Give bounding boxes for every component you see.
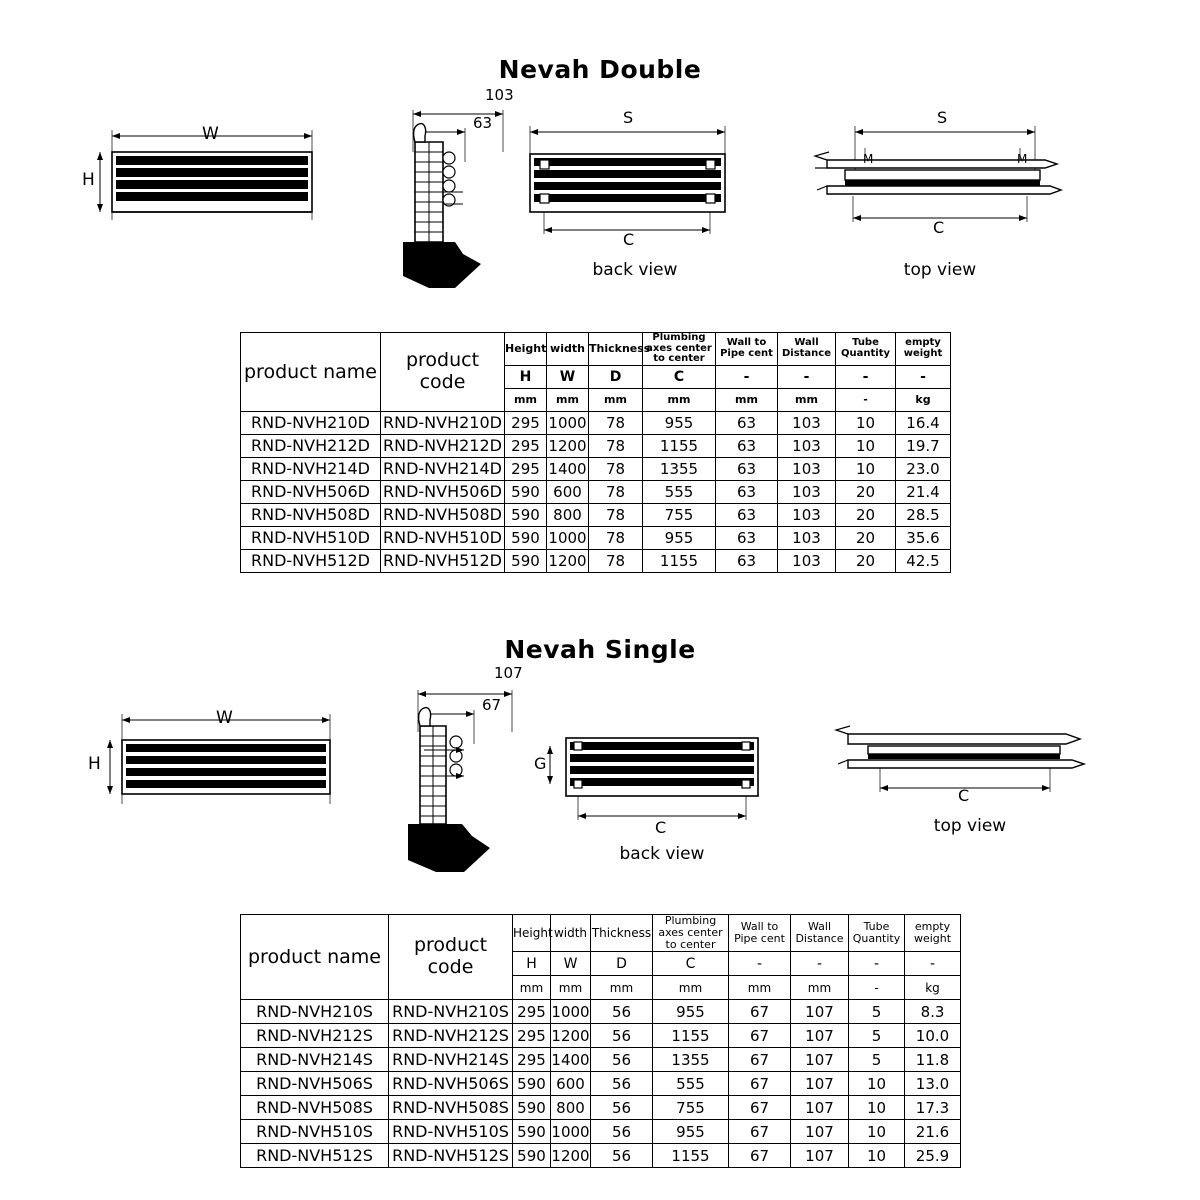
th-wall-distance: Wall Distance <box>791 915 849 952</box>
front-height-label-single: H <box>88 754 101 774</box>
cell-height: 295 <box>513 1000 551 1024</box>
cell-thickness: 56 <box>591 1000 653 1024</box>
cell-c: 955 <box>643 526 716 549</box>
cell-height: 590 <box>513 1120 551 1144</box>
cell-product-name: RND-NVH210S <box>241 1000 389 1024</box>
cell-product-name: RND-NVH510S <box>241 1120 389 1144</box>
cell-wall-distance: 107 <box>791 1024 849 1048</box>
top-dim-m-right-double: M <box>1017 152 1028 166</box>
th-unit-tubes: - <box>849 976 905 1000</box>
cell-tube-quantity: 10 <box>849 1096 905 1120</box>
cell-c: 955 <box>653 1000 729 1024</box>
table-row <box>241 480 951 503</box>
cell-product-code: RND-NVH214S <box>389 1048 513 1072</box>
th-unit-wallpipe: mm <box>716 388 778 411</box>
cell-thickness: 78 <box>589 457 643 480</box>
cell-wall-distance: 107 <box>791 1072 849 1096</box>
cell-wall-distance: 107 <box>791 1120 849 1144</box>
cell-wall-distance: 107 <box>791 1096 849 1120</box>
cell-wall-distance: 107 <box>791 1000 849 1024</box>
th-sym-walldist: - <box>778 365 836 388</box>
th-sym-c: C <box>643 365 716 388</box>
cell-product-name: RND-NVH214S <box>241 1048 389 1072</box>
cell-product-name: RND-NVH212D <box>241 434 381 457</box>
table-row <box>241 411 951 434</box>
th-tube-quantity: Tube Quantity <box>836 333 896 366</box>
cell-wall-distance: 107 <box>791 1144 849 1168</box>
cell-thickness: 56 <box>591 1072 653 1096</box>
cell-width: 1200 <box>547 549 589 572</box>
spec-table-wrap-double <box>0 332 1200 582</box>
cell-wall-to-pipe: 63 <box>716 526 778 549</box>
cell-tube-quantity: 20 <box>836 549 896 572</box>
side-dim-inner-single: 67 <box>482 696 502 714</box>
cell-thickness: 56 <box>591 1048 653 1072</box>
cell-wall-to-pipe: 67 <box>729 1144 791 1168</box>
th-wall-distance: Wall Distance <box>778 333 836 366</box>
cell-product-name: RND-NVH212S <box>241 1024 389 1048</box>
th-product-name: product name <box>241 333 381 412</box>
spec-table-wrap-single <box>0 914 1200 1164</box>
cell-product-name: RND-NVH512S <box>241 1144 389 1168</box>
cell-product-name: RND-NVH510D <box>241 526 381 549</box>
th-plumbing-axes: Plumbing axes center to center <box>653 915 729 952</box>
cell-product-name: RND-NVH214D <box>241 457 381 480</box>
th-wall-to-pipe: Wall to Pipe cent <box>729 915 791 952</box>
th-sym-walldist: - <box>791 952 849 976</box>
cell-height: 590 <box>513 1096 551 1120</box>
th-sym-wallpipe: - <box>716 365 778 388</box>
cell-thickness: 56 <box>591 1096 653 1120</box>
cell-wall-to-pipe: 63 <box>716 503 778 526</box>
cell-width: 1000 <box>551 1000 591 1024</box>
cell-thickness: 78 <box>589 549 643 572</box>
cell-width: 1000 <box>551 1120 591 1144</box>
cell-c: 755 <box>643 503 716 526</box>
cell-width: 1000 <box>547 411 589 434</box>
th-sym-w: W <box>551 952 591 976</box>
cell-height: 295 <box>513 1024 551 1048</box>
th-sym-w: W <box>547 365 589 388</box>
table-row <box>241 549 951 572</box>
th-height: Height <box>505 333 547 366</box>
cell-c: 1355 <box>653 1048 729 1072</box>
side-dim-inner-double: 63 <box>473 114 493 132</box>
th-sym-tubes: - <box>836 365 896 388</box>
cell-wall-to-pipe: 63 <box>716 480 778 503</box>
table-row <box>241 1048 961 1072</box>
front-view-double <box>80 120 340 230</box>
th-unit-walldist: mm <box>791 976 849 1000</box>
cell-height: 295 <box>513 1048 551 1072</box>
cell-product-code: RND-NVH508D <box>381 503 505 526</box>
cell-wall-to-pipe: 63 <box>716 549 778 572</box>
th-empty-weight: empty weight <box>905 915 961 952</box>
back-view-single <box>520 706 780 864</box>
cell-empty-weight: 28.5 <box>896 503 951 526</box>
table-header-row-main <box>241 915 961 952</box>
cell-wall-to-pipe: 67 <box>729 1024 791 1048</box>
back-dim-s-double: S <box>623 108 634 127</box>
cell-height: 590 <box>513 1144 551 1168</box>
back-dim-c-single: C <box>655 818 667 837</box>
cell-empty-weight: 21.6 <box>905 1120 961 1144</box>
cell-product-code: RND-NVH508S <box>389 1096 513 1120</box>
table-row <box>241 1144 961 1168</box>
cell-height: 590 <box>505 503 547 526</box>
cell-product-name: RND-NVH506S <box>241 1072 389 1096</box>
cell-c: 955 <box>653 1120 729 1144</box>
th-unit-walldist: mm <box>778 388 836 411</box>
th-sym-d: D <box>591 952 653 976</box>
cell-width: 800 <box>551 1096 591 1120</box>
cell-thickness: 78 <box>589 503 643 526</box>
cell-wall-to-pipe: 63 <box>716 411 778 434</box>
back-dim-g-single: G <box>534 754 547 773</box>
cell-height: 590 <box>505 526 547 549</box>
cell-thickness: 56 <box>591 1024 653 1048</box>
th-product-code: product code <box>389 915 513 1000</box>
spec-table-double <box>240 332 951 573</box>
cell-height: 295 <box>505 434 547 457</box>
cell-tube-quantity: 10 <box>849 1072 905 1096</box>
cell-thickness: 78 <box>589 434 643 457</box>
cell-c: 555 <box>653 1072 729 1096</box>
cell-width: 600 <box>547 480 589 503</box>
cell-wall-distance: 103 <box>778 503 836 526</box>
page-title-single: Nevah Single <box>504 635 696 664</box>
top-dim-s-double: S <box>937 108 948 127</box>
cell-tube-quantity: 20 <box>836 503 896 526</box>
cell-empty-weight: 23.0 <box>896 457 951 480</box>
cell-wall-to-pipe: 63 <box>716 434 778 457</box>
cell-wall-distance: 103 <box>778 480 836 503</box>
th-thickness: Thickness <box>591 915 653 952</box>
th-unit-d: mm <box>591 976 653 1000</box>
cell-tube-quantity: 5 <box>849 1048 905 1072</box>
drawings-double <box>0 86 1200 332</box>
cell-wall-to-pipe: 67 <box>729 1096 791 1120</box>
cell-thickness: 56 <box>591 1120 653 1144</box>
cell-tube-quantity: 10 <box>849 1144 905 1168</box>
th-sym-h: H <box>505 365 547 388</box>
top-view-caption-single: top view <box>933 816 1007 836</box>
cell-product-name: RND-NVH506D <box>241 480 381 503</box>
th-unit-wallpipe: mm <box>729 976 791 1000</box>
cell-thickness: 78 <box>589 411 643 434</box>
cell-wall-to-pipe: 67 <box>729 1072 791 1096</box>
th-width: width <box>547 333 589 366</box>
cell-empty-weight: 16.4 <box>896 411 951 434</box>
section-nevah-double <box>0 55 1200 582</box>
back-view-double <box>510 108 760 280</box>
cell-height: 590 <box>505 480 547 503</box>
cell-product-code: RND-NVH210D <box>381 411 505 434</box>
cell-wall-distance: 107 <box>791 1048 849 1072</box>
th-sym-wallpipe: - <box>729 952 791 976</box>
cell-width: 1400 <box>547 457 589 480</box>
cell-height: 590 <box>513 1072 551 1096</box>
th-tube-quantity: Tube Quantity <box>849 915 905 952</box>
th-unit-c: mm <box>653 976 729 1000</box>
cell-wall-distance: 103 <box>778 526 836 549</box>
page-title-double: Nevah Double <box>498 55 702 84</box>
front-width-label-single: W <box>216 708 233 728</box>
th-thickness: Thickness <box>589 333 643 366</box>
table-row <box>241 1000 961 1024</box>
th-unit-c: mm <box>643 388 716 411</box>
cell-empty-weight: 8.3 <box>905 1000 961 1024</box>
cell-wall-distance: 103 <box>778 457 836 480</box>
front-view-single <box>70 704 350 814</box>
th-unit-w: mm <box>547 388 589 411</box>
cell-empty-weight: 42.5 <box>896 549 951 572</box>
cell-empty-weight: 25.9 <box>905 1144 961 1168</box>
cell-width: 1200 <box>551 1144 591 1168</box>
th-sym-tubes: - <box>849 952 905 976</box>
cell-product-name: RND-NVH210D <box>241 411 381 434</box>
th-plumbing-axes: Plumbing axes center to center <box>643 333 716 366</box>
top-view-single <box>830 706 1100 836</box>
cell-empty-weight: 35.6 <box>896 526 951 549</box>
drawings-single <box>0 664 1200 914</box>
table-row <box>241 1072 961 1096</box>
back-view-caption-double: back view <box>592 260 678 280</box>
th-width: width <box>551 915 591 952</box>
top-dim-c-single: C <box>958 786 970 805</box>
table-row <box>241 434 951 457</box>
th-height: Height <box>513 915 551 952</box>
th-unit-weight: kg <box>905 976 961 1000</box>
side-dim-outer-single: 107 <box>494 664 523 682</box>
cell-product-code: RND-NVH510D <box>381 526 505 549</box>
cell-product-name: RND-NVH508D <box>241 503 381 526</box>
cell-width: 600 <box>551 1072 591 1096</box>
cell-empty-weight: 19.7 <box>896 434 951 457</box>
th-sym-h: H <box>513 952 551 976</box>
front-width-label-double: W <box>202 124 219 144</box>
cell-c: 1155 <box>653 1144 729 1168</box>
cell-product-name: RND-NVH512D <box>241 549 381 572</box>
cell-empty-weight: 13.0 <box>905 1072 961 1096</box>
th-empty-weight: empty weight <box>896 333 951 366</box>
cell-c: 1355 <box>643 457 716 480</box>
spec-table-single <box>240 914 961 1168</box>
back-view-caption-single: back view <box>619 844 705 864</box>
cell-c: 1155 <box>643 549 716 572</box>
cell-tube-quantity: 5 <box>849 1000 905 1024</box>
cell-product-code: RND-NVH512S <box>389 1144 513 1168</box>
cell-empty-weight: 10.0 <box>905 1024 961 1048</box>
cell-c: 1155 <box>643 434 716 457</box>
top-dim-m-left-double: M <box>863 152 874 166</box>
cell-c: 555 <box>643 480 716 503</box>
cell-wall-to-pipe: 67 <box>729 1000 791 1024</box>
back-dim-c-double: C <box>623 230 635 249</box>
cell-wall-to-pipe: 67 <box>729 1048 791 1072</box>
th-unit-w: mm <box>551 976 591 1000</box>
cell-tube-quantity: 10 <box>836 411 896 434</box>
front-height-label-double: H <box>82 170 95 190</box>
section-nevah-single <box>0 635 1200 1164</box>
cell-width: 1000 <box>547 526 589 549</box>
cell-tube-quantity: 5 <box>849 1024 905 1048</box>
cell-width: 1200 <box>551 1024 591 1048</box>
cell-c: 755 <box>653 1096 729 1120</box>
cell-thickness: 78 <box>589 526 643 549</box>
table-header-row-main <box>241 333 951 366</box>
cell-product-name: RND-NVH508S <box>241 1096 389 1120</box>
cell-wall-to-pipe: 63 <box>716 457 778 480</box>
th-product-code: product code <box>381 333 505 412</box>
cell-wall-to-pipe: 67 <box>729 1120 791 1144</box>
cell-height: 295 <box>505 457 547 480</box>
cell-empty-weight: 21.4 <box>896 480 951 503</box>
cell-product-code: RND-NVH212D <box>381 434 505 457</box>
th-sym-weight: - <box>905 952 961 976</box>
cell-thickness: 78 <box>589 480 643 503</box>
top-view-caption-double: top view <box>903 260 977 280</box>
cell-c: 1155 <box>653 1024 729 1048</box>
cell-wall-distance: 103 <box>778 434 836 457</box>
th-sym-d: D <box>589 365 643 388</box>
cell-wall-distance: 103 <box>778 411 836 434</box>
cell-product-code: RND-NVH506S <box>389 1072 513 1096</box>
cell-empty-weight: 17.3 <box>905 1096 961 1120</box>
th-sym-c: C <box>653 952 729 976</box>
cell-tube-quantity: 10 <box>849 1120 905 1144</box>
table-row <box>241 1096 961 1120</box>
table-row <box>241 1024 961 1048</box>
th-sym-weight: - <box>896 365 951 388</box>
cell-product-code: RND-NVH510S <box>389 1120 513 1144</box>
cell-thickness: 56 <box>591 1144 653 1168</box>
top-view-double <box>805 108 1075 280</box>
cell-c: 955 <box>643 411 716 434</box>
cell-empty-weight: 11.8 <box>905 1048 961 1072</box>
cell-tube-quantity: 20 <box>836 526 896 549</box>
cell-height: 295 <box>505 411 547 434</box>
th-unit-d: mm <box>589 388 643 411</box>
top-dim-c-double: C <box>933 218 945 237</box>
cell-tube-quantity: 20 <box>836 480 896 503</box>
cell-product-code: RND-NVH210S <box>389 1000 513 1024</box>
th-wall-to-pipe: Wall to Pipe cent <box>716 333 778 366</box>
table-row <box>241 1120 961 1144</box>
th-unit-tubes: - <box>836 388 896 411</box>
table-row <box>241 457 951 480</box>
cell-product-code: RND-NVH506D <box>381 480 505 503</box>
cell-tube-quantity: 10 <box>836 434 896 457</box>
table-row <box>241 526 951 549</box>
cell-product-code: RND-NVH512D <box>381 549 505 572</box>
cell-wall-distance: 103 <box>778 549 836 572</box>
cell-width: 1400 <box>551 1048 591 1072</box>
cell-product-code: RND-NVH212S <box>389 1024 513 1048</box>
th-product-name: product name <box>241 915 389 1000</box>
th-unit-weight: kg <box>896 388 951 411</box>
th-unit-h: mm <box>505 388 547 411</box>
cell-width: 1200 <box>547 434 589 457</box>
cell-product-code: RND-NVH214D <box>381 457 505 480</box>
cell-height: 590 <box>505 549 547 572</box>
cell-width: 800 <box>547 503 589 526</box>
cell-tube-quantity: 10 <box>836 457 896 480</box>
th-unit-h: mm <box>513 976 551 1000</box>
table-row <box>241 503 951 526</box>
side-dim-outer-double: 103 <box>485 86 514 104</box>
